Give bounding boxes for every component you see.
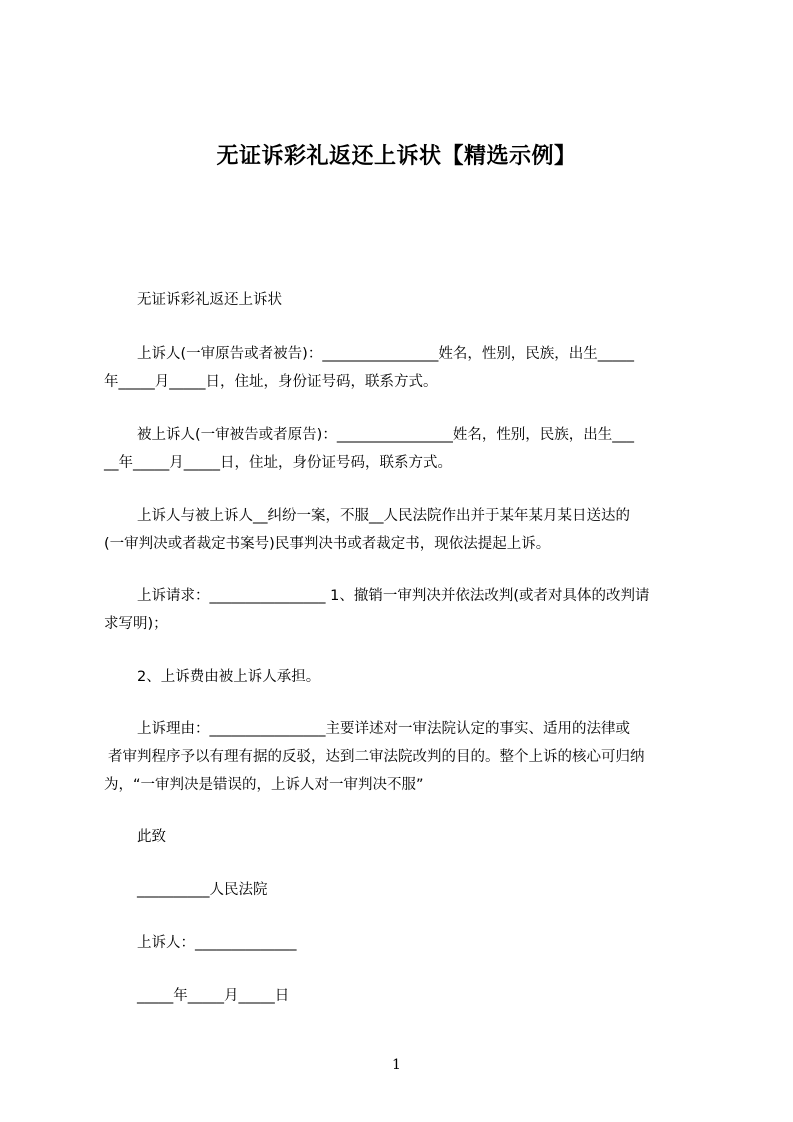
body-line-appellee: 被上诉人(一审被告或者原告)：________________姓名，性别，民族，出生___ [137,427,635,443]
body-line-signature: 上诉人：______________ [137,935,297,951]
body-line-appellant-cont: 年_____月_____日，住址，身份证号码，联系方式。 [104,374,438,390]
body-line-appellant: 上诉人(一审原告或者被告)：________________姓名，性别，民族，出生_____ [137,346,635,362]
body-line-heading: 无证诉彩礼返还上诉状 [137,292,282,308]
body-line-salutation: 此致 [137,829,166,845]
page-number: 1 [392,1057,401,1073]
body-line-case: 上诉人与被上诉人__纠纷一案，不服__人民法院作出并于某年某月某日送达的 [137,508,630,524]
body-line-date: _____年_____月_____日 [137,988,290,1004]
body-line-case-cont: (一审判决或者裁定书案号)民事判决书或者裁定书，现依法提起上诉。 [104,536,551,552]
body-line-appellee-cont: __年_____月_____日，住址，身份证号码，联系方式。 [104,455,452,471]
body-line-court: __________人民法院 [137,882,268,898]
body-line-reasons: 上诉理由：________________主要详述对一审法院认定的事实、适用的法律或 [137,721,630,737]
body-line-reasons-cont2: 为，“一审判决是错误的，上诉人对一审判决不服” [104,777,424,793]
body-line-requests: 上诉请求：________________ 1、撤销一审判决并依法改判(或者对具体的改判请 [137,588,650,604]
body-line-reasons-cont: 者审判程序予以有理有据的反驳，达到二审法院改判的目的。整个上诉的核心可归纳 [108,749,645,765]
body-line-fee: 2、上诉费由被上诉人承担。 [137,669,321,685]
body-line-requests-cont: 求写明)； [104,616,168,632]
document-title: 无证诉彩礼返还上诉状【精选示例】 [216,144,577,169]
